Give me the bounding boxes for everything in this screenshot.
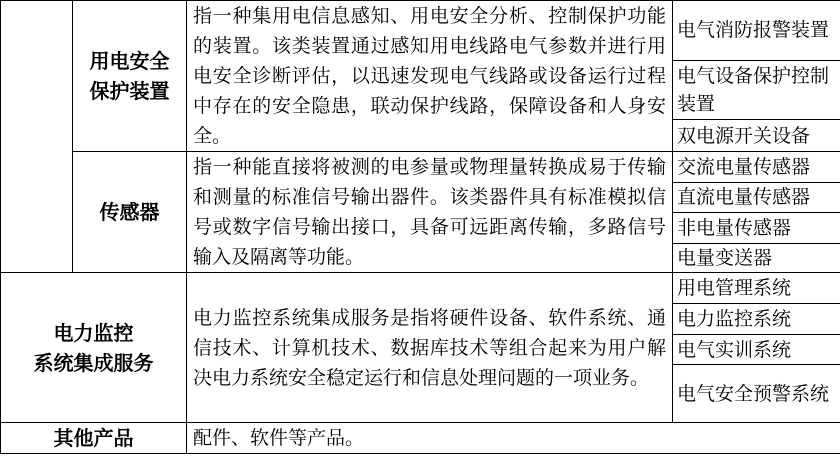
description-sensor: 指一种能直接将被测的电参量或物理量转换成易于传输和测量的标准信号输出器件。该类器件具有标准模拟信号或数字信号输出接口，具备可远距离传输，多路信号输入及隔离等功能。 [187, 152, 673, 273]
description-integration: 电力监控系统集成服务是指将硬件设备、软件系统、通信技术、计算机技术、数据库技术等组合起来为用户解决电力系统安全稳定运行和信息处理问题的一项业务。 [187, 273, 673, 423]
category-integration [1, 273, 187, 423]
category-line: 系统集成服务 [33, 350, 154, 375]
category-line: 电力监控 [53, 320, 134, 345]
category-safety-device [73, 1, 187, 152]
product-item: 非电量传感器 [673, 213, 840, 244]
category-other: 其他产品 [1, 423, 187, 454]
product-item: 电气实训系统 [673, 335, 840, 365]
product-item: 直流电量传感器 [673, 182, 840, 213]
product-item: 电量变送器 [673, 243, 840, 273]
product-item: 电力监控系统 [673, 304, 840, 335]
product-item: 用电管理系统 [673, 273, 840, 304]
product-item: 电气设备保护控制装置 [673, 60, 840, 120]
description-safety-device: 指一种集用电信息感知、用电安全分析、控制保护功能的装置。该类装置通过感知用电线路电气参数并进行用电安全诊断评估，以迅速发现电气线路或设备运行过程中存在的安全隐患，联动保护线路，保障设备和人身安全。 [187, 1, 673, 152]
product-item: 电气消防报警装置 [673, 1, 840, 61]
product-item: 双电源开关设备 [673, 120, 840, 152]
description-other: 配件、软件等产品。 [187, 423, 840, 454]
parent-category-cell [1, 1, 73, 273]
product-item: 电气安全预警系统 [673, 365, 840, 423]
category-sensor: 传感器 [73, 152, 187, 273]
product-item: 交流电量传感器 [673, 152, 840, 183]
category-label: 用电安全保护装置 [89, 49, 170, 103]
